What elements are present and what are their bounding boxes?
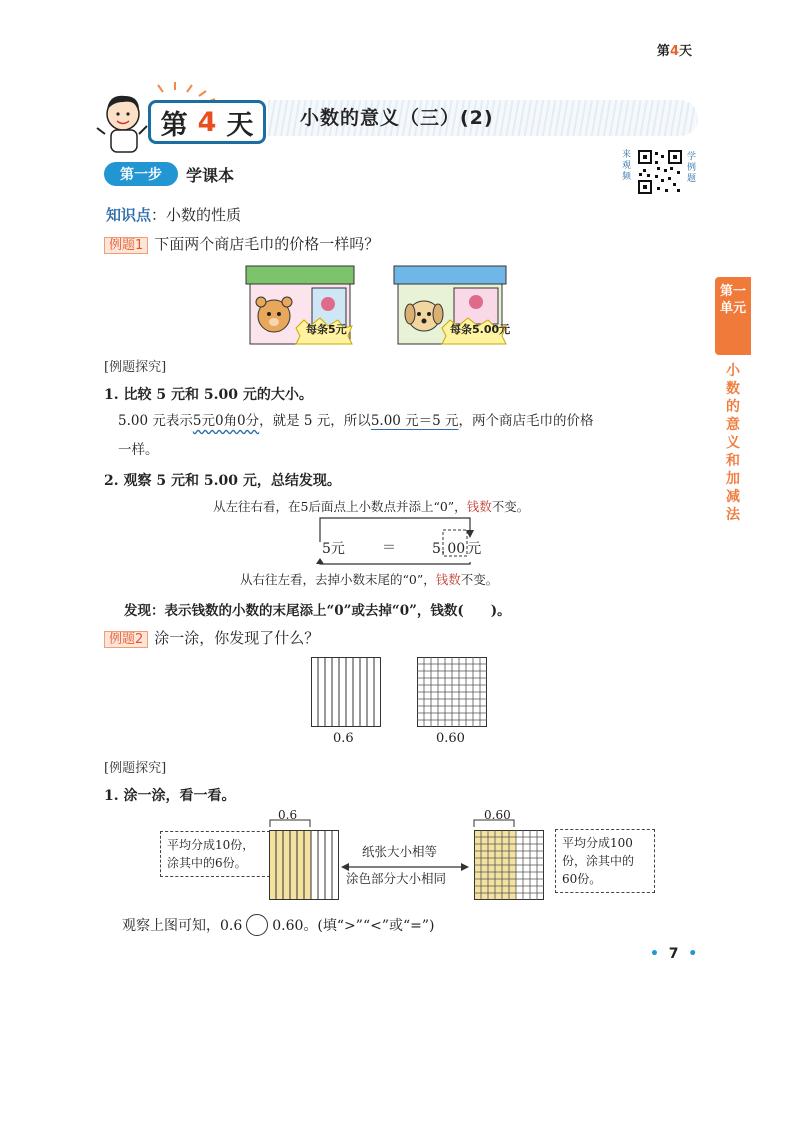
shaded-tenths-grid: [269, 830, 339, 900]
answer-circle[interactable]: [246, 914, 268, 936]
knowledge-point-label: 知识点: [106, 206, 152, 224]
step-label: 学课本: [186, 166, 235, 185]
unit-side-tab: 第一单元: [715, 277, 751, 355]
example1-tag: 例题1: [104, 237, 148, 254]
unit-side-title: 小数的意义和加减法: [726, 363, 740, 523]
step-pill: 第一步: [104, 162, 178, 186]
shaded-left-label: 0.6: [278, 808, 298, 822]
lesson-title: 小数的意义（三）(2): [300, 107, 494, 129]
price-left-text: 每条5元: [306, 323, 347, 336]
explore1-header: [例题探究]: [104, 360, 167, 375]
corner-day-label: 第4天: [656, 44, 692, 59]
grid-tenths[interactable]: [311, 657, 381, 727]
mid-bottom-text: 涂色部分大小相同: [346, 871, 447, 886]
explore1-q2: 2. 观察 5 元和 5.00 元，总结发现。: [104, 473, 341, 489]
explore2-header: [例题探究]: [104, 761, 167, 776]
diagram-equals: ＝: [382, 540, 396, 556]
explore1-q1: 1. 比较 5 元和 5.00 元的大小。: [104, 387, 313, 403]
example2-question: 例题2 涂一涂，你发现了什么？: [104, 627, 319, 648]
left-explanation-box: 平均分成10份， 涂其中的6份。: [160, 831, 270, 877]
grid-hundredths[interactable]: [417, 657, 487, 727]
price-right-text: 每条5.00元: [450, 323, 511, 336]
qr-caption-left: 来观频: [622, 150, 632, 182]
explore2-q1: 1. 涂一涂，看一看。: [104, 788, 236, 804]
diagram-right-value: 5. 00 元: [432, 541, 482, 557]
diagram-left-value: 5元: [322, 541, 345, 557]
grid-tenths-label: 0.6: [333, 731, 354, 746]
shaded-hundredths-grid: [474, 830, 544, 900]
knowledge-point: 知识点：小数的性质: [106, 206, 242, 224]
grid-hundredths-label: 0.60: [436, 731, 465, 746]
qr-code-icon[interactable]: [637, 149, 683, 195]
observe-line: 观察上图可知，0.6 0.60。(填“>”“<”或“=”): [122, 914, 435, 936]
right-explanation-box: 平均分成100 份，涂其中的 60份。: [555, 829, 655, 893]
example2-tag: 例题2: [104, 631, 148, 648]
mid-top-text: 纸张大小相等: [362, 844, 438, 859]
explore1-finding: 发现：表示钱数的小数的末尾添上“0”或去掉“0”，钱数( )。: [124, 603, 511, 619]
sun-rays-icon: [158, 82, 215, 102]
example1-question: 例题1 下面两个商店毛巾的价格一样吗？: [104, 233, 379, 254]
diagram-top-text: 从左往右看，在5后面点上小数点并添上“0”，钱数不变。: [213, 499, 530, 514]
explore1-a1-line2: 一样。: [118, 442, 159, 458]
day-number-box: 第 4 天: [148, 100, 266, 144]
boy-icon: [97, 96, 147, 152]
explore1-a1: 5.00 元表示5元0角0分，就是 5 元，所以5.00 元＝5 元，两个商店毛巾的价格: [118, 413, 594, 429]
shaded-right-label: 0.60: [484, 808, 511, 822]
diagram-bottom-text: 从右往左看，去掉小数末尾的“0”，钱数不变。: [240, 572, 499, 587]
qr-caption-right: 学例题: [687, 152, 697, 184]
page-number: • 7 •: [650, 946, 698, 962]
brace-lines: [268, 818, 568, 828]
